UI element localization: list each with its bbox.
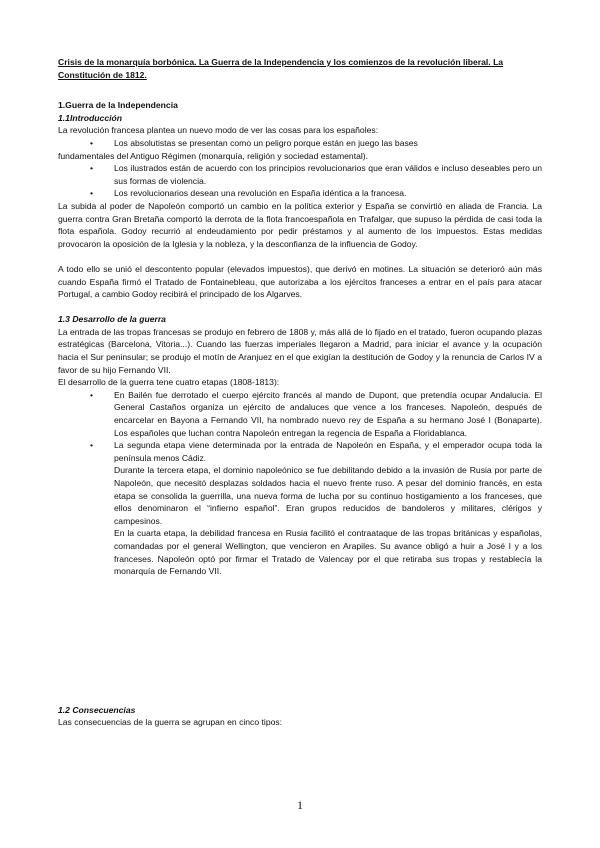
bullet-icon: • <box>90 163 94 174</box>
stage-four-paragraph: En la cuarta etapa, la debilidad francesa en Rusia facilitó el contraataque de las tropas británicas y españolas, comandadas por el general Wellington, que vencieron en Arapiles. Su avance obligó a huir a José I y a los franceses. Napoleón optó por firmar el Tratado de Valencay por el que retiraba sus tropas y restablecía la monarquía de Fernando VII. <box>114 528 542 577</box>
paragraph-descontento: A todo ello se unió el descontento popular (elevados impuestos), que derivó en motines. La situación se deterioró aún más cuando España firmó el Tratado de Fontainebleau, que autorizaba a los ejércitos franceses a entrar en el país para atacar Portugal, a cambio Godoy recibirá el principado de los Algarves. <box>58 263 542 300</box>
paragraph-napoleon: La subida al poder de Napoleón comportó un cambio en la política exterior y España se convirtió en aliada de Francia. La guerra contra Gran Bretaña comportó la derrota de la flota francoespañola en Trafalgar, que supuso la pérdida de casi toda la flota española. Godoy recurrió al endeudamiento por pedir préstamos y al aumento de los impuestos. Estas medidas provocaron la oposición de la Iglesia y la nobleza, y la desconfianza de la influencia de Godoy. <box>58 200 542 249</box>
bullet-text: Los ilustrados están de acuerdo con los principios revolucionarios que eran válidos e incluso deseables pero un sus formas de violencia. <box>114 163 542 186</box>
stage-text: La segunda etapa viene determinada por la entrada de Napoleón en España, y el emperador ocupa toda la península menos Cádiz. <box>114 440 542 463</box>
section-heading-guerra: 1.Guerra de la Independencia <box>58 100 178 111</box>
document-title: Crisis de la monarquía borbónica. La Guerra de la Independencia y los comienzos de la revolución liberal. La Constitución de 1812. <box>58 57 504 80</box>
bullet-icon: • <box>90 389 94 400</box>
paragraph-consecuencias: Las consecuencias de la guerra se agrupan en cinco tipos: <box>58 717 283 728</box>
paragraph-etapas-intro: El desarrollo de la guerra tene cuatro etapas (1808-1813): <box>58 377 280 388</box>
list-item <box>58 389 542 439</box>
subheading-desarrollo: 1.3 Desarrollo de la guerra <box>58 314 166 325</box>
bullet-text: Los absolutistas se presentan como un peligro porque están en juego las bases <box>114 137 418 148</box>
bullet-icon: • <box>90 440 94 451</box>
list-item <box>58 162 542 187</box>
list-item <box>58 137 542 150</box>
intro-paragraph: La revolución francesa plantea un nuevo modo de ver las cosas para los españoles: <box>58 125 379 136</box>
list-item <box>58 439 542 464</box>
stages-list <box>58 389 542 465</box>
stage-text: En Bailén fue derrotado el cuerpo ejército francés al mando de Dupont, que pretendía ocupar Andalucía. El General Castaños organiza un ejército de andaluces que vence a los franceses. Napoleón, después de encarcelar en Bayona a Fernando VII, ha nombrado nuevo rey de España a su hermano José I (Bonaparte). Los españoles que luchan contra Napoleón entregan la regencia de España a Floridablanca. <box>114 389 542 438</box>
bullet-text-continuation: fundamentales del Antiguo Régimen (monarquía, religión y sociedad estamental). <box>58 150 369 161</box>
page-number: 1 <box>297 798 303 812</box>
list-item <box>58 187 542 200</box>
subheading-consecuencias: 1.2 Consecuencias <box>58 704 136 715</box>
bullet-icon: • <box>90 188 94 199</box>
paragraph-entrada-tropas: La entrada de las tropas francesas se produjo en febrero de 1808 y, más allá de lo fijado en el tratado, fueron ocupando plazas estratégicas (Barcelona, Vitoria...). Cuando las fuerzas imperiales llegaron a Madrid, para iniciar el avance y la ocupación hacia el Sur peninsular; se produjo el motín de Aranjuez en el que exigían la destitución de Godoy y la renuncia de Carlos IV a favor de su hijo Fernando VII. <box>58 326 542 375</box>
list-item-continuation <box>58 150 542 163</box>
stage-three-paragraph: Durante la tercera etapa, el dominio napoleónico se fue debilitando debido a la invasión de Rusia por parte de Napoleón, que necesitó desplazas soldados hacia el nuevo frente ruso. A pesar del dominio francés, en esta etapa se consolida la guerrilla, una nueva forma de lucha por su continuo hostigamiento a los franceses, que ellos denominaron el “infierno español”. Eran grupos reducidos de bandoleros y militares, clérigos y campesinos. <box>114 465 542 526</box>
subheading-introduccion: 1.1Introducción <box>58 112 122 123</box>
document-body <box>58 56 542 729</box>
bullet-icon: • <box>90 137 94 148</box>
intro-bullet-list <box>58 137 542 200</box>
bullet-text: Los revolucionarios desean una revolución en España idéntica a la francesa. <box>114 188 407 199</box>
